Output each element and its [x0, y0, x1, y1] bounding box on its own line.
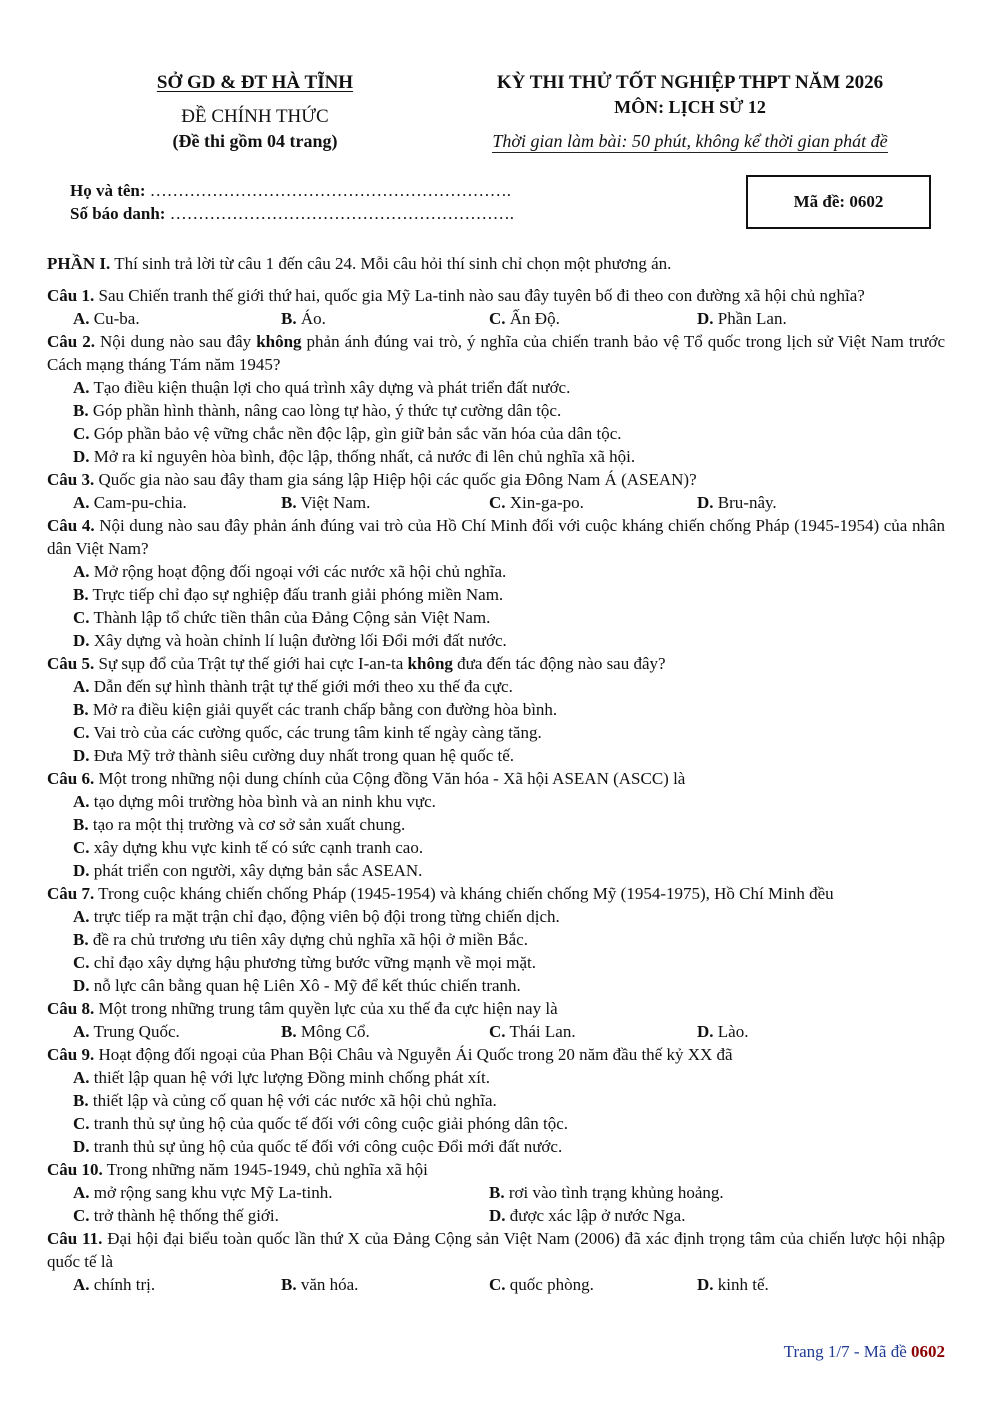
answer-option	[697, 1273, 905, 1296]
option-text: Cam-pu-chia.	[93, 493, 187, 512]
option-text: thiết lập quan hệ với lực lượng Đồng minh chống phát xít.	[93, 1068, 490, 1087]
option-text: Mở rộng hoạt động đối ngoại với các nước xã hội chủ nghĩa.	[93, 562, 507, 581]
question-number: Câu 3.	[47, 470, 95, 489]
question-stem	[47, 1158, 945, 1181]
option-label: C.	[489, 1275, 506, 1294]
question-number: Câu 11.	[47, 1229, 103, 1248]
option-label: A.	[73, 493, 90, 512]
option-text: tranh thủ sự ủng hộ của quốc tế đối với công cuộc giải phóng dân tộc.	[93, 1114, 569, 1133]
option-label: D.	[697, 493, 714, 512]
option-text: quốc phòng.	[509, 1275, 594, 1294]
question-list	[47, 284, 945, 1296]
option-text: Góp phần bảo vệ vững chắc nền độc lập, gìn giữ bản sắc văn hóa của dân tộc.	[93, 424, 622, 443]
option-label: D.	[73, 861, 90, 880]
option-label: D.	[697, 1022, 714, 1041]
options-row	[47, 1020, 945, 1043]
answer-option	[47, 445, 945, 468]
question-text: Quốc gia nào sau đây tham gia sáng lập Hiệp hội các quốc gia Đông Nam Á (ASEAN)?	[94, 470, 697, 489]
question-text: Một trong những trung tâm quyền lực của xu thế đa cực hiện nay là	[94, 999, 558, 1018]
answer-option	[47, 905, 945, 928]
question-text: Một trong những nội dung chính của Cộng đồng Văn hóa - Xã hội ASEAN (ASCC) là	[94, 769, 686, 788]
question-stem	[47, 468, 945, 491]
page-footer	[784, 1342, 945, 1362]
answer-option	[47, 583, 945, 606]
exam-code-box	[746, 175, 931, 229]
question-number: Câu 2.	[47, 332, 95, 351]
question-number: Câu 7.	[47, 884, 95, 903]
answer-option	[489, 1273, 697, 1296]
answer-option	[697, 307, 905, 330]
question-emphasis: không	[407, 654, 453, 673]
question-text: Sau Chiến tranh thế giới thứ hai, quốc gia Mỹ La-tinh nào sau đây tuyên bố đi theo con đường xã hội chủ nghĩa?	[94, 286, 865, 305]
answer-option	[47, 399, 945, 422]
option-text: Thái Lan.	[509, 1022, 576, 1041]
option-label: D.	[489, 1206, 506, 1225]
answer-option	[47, 928, 945, 951]
answer-option	[489, 1181, 905, 1204]
option-label: A.	[73, 677, 90, 696]
option-text: Vai trò của các cường quốc, các trung tâm kinh tế ngày càng tăng.	[93, 723, 542, 742]
answer-option	[697, 491, 905, 514]
option-text: văn hóa.	[300, 1275, 359, 1294]
option-label: B.	[281, 1022, 297, 1041]
option-text: kinh tế.	[717, 1275, 769, 1294]
question-stem	[47, 284, 945, 307]
options-row	[47, 1181, 945, 1204]
option-label: B.	[73, 815, 89, 834]
answer-option	[47, 698, 945, 721]
answer-option	[47, 744, 945, 767]
option-label: B.	[73, 930, 89, 949]
option-label: B.	[281, 493, 297, 512]
question-text: Sự sụp đổ của Trật tự thế giới hai cực I-an-ta	[94, 654, 408, 673]
option-text: Áo.	[300, 309, 326, 328]
question-text: phản ánh đúng vai trò, ý nghĩa của chiến tranh bảo vệ Tổ quốc trong lịch sử Việt Nam trước Cách mạng tháng Tám năm 1945?	[47, 332, 946, 374]
option-text: trở thành hệ thống thế giới.	[93, 1206, 279, 1225]
option-text: chính trị.	[93, 1275, 156, 1294]
option-text: Góp phần hình thành, nâng cao lòng tự hào, ý thức tự cường dân tộc.	[92, 401, 562, 420]
footer-page: Trang 1/7 - Mã đề	[783, 1342, 911, 1361]
option-text: Trung Quốc.	[93, 1022, 180, 1041]
answer-option	[489, 1204, 905, 1227]
time-note	[445, 131, 935, 152]
option-label: A.	[73, 1022, 90, 1041]
option-label: C.	[73, 838, 90, 857]
question-number: Câu 6.	[47, 769, 95, 788]
answer-option	[73, 1181, 489, 1204]
option-text: Trực tiếp chỉ đạo sự nghiệp đấu tranh giải phóng miền Nam.	[92, 585, 504, 604]
question-emphasis: không	[256, 332, 302, 351]
answer-option	[73, 1273, 281, 1296]
option-label: B.	[73, 585, 89, 604]
question-text: Đại hội đại biểu toàn quốc lần thứ X của Đảng Cộng sản Việt Nam (2006) đã xác định trọng tâm của chiến lược hội nhập quốc tế là	[47, 1229, 945, 1271]
option-label: D.	[73, 631, 90, 650]
option-label: B.	[73, 700, 89, 719]
option-label: C.	[73, 723, 90, 742]
answer-option	[47, 1135, 945, 1158]
exam-content	[47, 252, 945, 1296]
answer-option	[47, 376, 945, 399]
question-text: Nội dung nào sau đây	[94, 332, 257, 351]
option-label: A.	[73, 562, 90, 581]
option-label: A.	[73, 1068, 90, 1087]
question-stem	[47, 1227, 945, 1273]
pages-note: (Đề thi gồm 04 trang)	[172, 131, 338, 151]
question-text: đưa đến tác động nào sau đây?	[452, 654, 666, 673]
option-text: xây dựng khu vực kinh tế có sức cạnh tranh cao.	[93, 838, 424, 857]
answer-option	[489, 1020, 697, 1043]
option-text: Cu-ba.	[93, 309, 140, 328]
answer-option	[73, 1204, 489, 1227]
question-number: Câu 5.	[47, 654, 95, 673]
answer-option	[47, 813, 945, 836]
option-label: A.	[73, 378, 90, 397]
option-label: A.	[73, 1183, 90, 1202]
answer-option	[489, 491, 697, 514]
option-text: Tạo điều kiện thuận lợi cho quá trình xây dựng và phát triển đất nước.	[93, 378, 571, 397]
candidate-name-label: Họ và tên:	[70, 181, 146, 200]
answer-option	[73, 1020, 281, 1043]
option-text: Ấn Độ.	[509, 309, 560, 328]
option-label: C.	[73, 608, 90, 627]
option-label: D.	[73, 976, 90, 995]
option-label: C.	[73, 953, 90, 972]
option-label: B.	[73, 401, 89, 420]
time-note-text: Thời gian làm bài: 50 phút, không kể thời gian phát đề	[492, 131, 888, 151]
question-text: Nội dung nào sau đây phản ánh đúng vai trò của Hồ Chí Minh đối với cuộc kháng chiến chống Pháp (1945-1954) của nhân dân Việt Nam?	[47, 516, 945, 558]
option-label: C.	[73, 1114, 90, 1133]
option-text: Xin-ga-po.	[509, 493, 584, 512]
candidate-name-dots: ……………………………………………………….	[149, 181, 512, 200]
option-label: D.	[697, 309, 714, 328]
option-text: đề ra chủ trương ưu tiên xây dựng chủ nghĩa xã hội ở miền Bắc.	[92, 930, 528, 949]
option-text: Thành lập tổ chức tiền thân của Đảng Cộng sản Việt Nam.	[93, 608, 491, 627]
answer-option	[281, 307, 489, 330]
option-label: B.	[281, 1275, 297, 1294]
question-stem	[47, 882, 945, 905]
answer-option	[73, 491, 281, 514]
option-text: mở rộng sang khu vực Mỹ La-tinh.	[93, 1183, 333, 1202]
answer-option	[47, 859, 945, 882]
question-text: Trong cuộc kháng chiến chống Pháp (1945-1954) và kháng chiến chống Mỹ (1954-1975), Hồ Chí Minh đều	[94, 884, 834, 903]
question-stem	[47, 997, 945, 1020]
question-number: Câu 1.	[47, 286, 95, 305]
option-text: Đưa Mỹ trở thành siêu cường duy nhất trong quan hệ quốc tế.	[93, 746, 515, 765]
question-number: Câu 10.	[47, 1160, 103, 1179]
exam-subject: MÔN: LỊCH SỬ 12	[614, 97, 766, 117]
answer-option	[489, 307, 697, 330]
option-text: tạo ra một thị trường và cơ sở sản xuất chung.	[92, 815, 406, 834]
option-text: Mở ra kỉ nguyên hòa bình, độc lập, thống nhất, cả nước đi lên chủ nghĩa xã hội.	[93, 447, 636, 466]
option-text: Xây dựng và hoàn chỉnh lí luận đường lối Đổi mới đất nước.	[93, 631, 507, 650]
option-label: C.	[73, 424, 90, 443]
question-number: Câu 8.	[47, 999, 95, 1018]
option-text: Mông Cổ.	[300, 1022, 370, 1041]
question-stem	[47, 1043, 945, 1066]
option-text: Bru-nây.	[717, 493, 777, 512]
part-text: Thí sinh trả lời từ câu 1 đến câu 24. Mỗi câu hỏi thí sinh chỉ chọn một phương án.	[110, 254, 672, 273]
candidate-name-line	[70, 181, 511, 201]
option-label: D.	[73, 746, 90, 765]
answer-option	[47, 422, 945, 445]
exam-code: Mã đề: 0602	[793, 192, 884, 211]
options-row	[47, 491, 945, 514]
question-stem	[47, 514, 945, 560]
option-label: D.	[697, 1275, 714, 1294]
answer-option	[47, 675, 945, 698]
question-text: Hoạt động đối ngoại của Phan Bội Châu và Nguyễn Ái Quốc trong 20 năm đầu thế kỷ XX đã	[94, 1045, 733, 1064]
options-row	[47, 307, 945, 330]
answer-option	[47, 721, 945, 744]
options-row	[47, 1204, 945, 1227]
option-label: C.	[73, 1206, 90, 1225]
option-label: A.	[73, 309, 90, 328]
answer-option	[47, 629, 945, 652]
option-label: A.	[73, 792, 90, 811]
option-label: C.	[489, 493, 506, 512]
option-label: D.	[73, 1137, 90, 1156]
answer-option	[697, 1020, 905, 1043]
candidate-id-line	[70, 204, 514, 224]
answer-option	[47, 974, 945, 997]
question-stem	[47, 652, 945, 675]
option-label: B.	[489, 1183, 505, 1202]
option-text: chỉ đạo xây dựng hậu phương từng bước vững mạnh về mọi mặt.	[93, 953, 537, 972]
part-instruction	[47, 252, 945, 275]
answer-option	[281, 1020, 489, 1043]
option-label: D.	[73, 447, 90, 466]
answer-option	[47, 1112, 945, 1135]
question-stem	[47, 767, 945, 790]
department-name: SỞ GD & ĐT HÀ TĨNH	[156, 72, 354, 93]
option-text: Mở ra điều kiện giải quyết các tranh chấp bằng con đường hòa bình.	[92, 700, 558, 719]
candidate-id-dots: …………………………………………………….	[169, 204, 514, 223]
answer-option	[47, 951, 945, 974]
answer-option	[47, 1066, 945, 1089]
option-text: thiết lập và củng cố quan hệ với các nước xã hội chủ nghĩa.	[92, 1091, 497, 1110]
part-title: PHẦN I.	[47, 254, 111, 273]
options-row	[47, 1273, 945, 1296]
exam-title: KỲ THI THỬ TỐT NGHIỆP THPT NĂM 2026	[496, 72, 884, 93]
option-label: C.	[489, 309, 506, 328]
question-number: Câu 4.	[47, 516, 95, 535]
answer-option	[47, 1089, 945, 1112]
answer-option	[47, 836, 945, 859]
footer-code: 0602	[911, 1342, 945, 1361]
option-text: nỗ lực cân bằng quan hệ Liên Xô - Mỹ để kết thúc chiến tranh.	[93, 976, 521, 995]
option-text: rơi vào tình trạng khủng hoảng.	[508, 1183, 724, 1202]
question-number: Câu 9.	[47, 1045, 95, 1064]
option-label: C.	[489, 1022, 506, 1041]
answer-option	[281, 1273, 489, 1296]
option-text: tranh thủ sự ủng hộ của quốc tế đối với công cuộc Đổi mới đất nước.	[93, 1137, 563, 1156]
option-label: A.	[73, 907, 90, 926]
answer-option	[73, 307, 281, 330]
option-text: Dẫn đến sự hình thành trật tự thế giới mới theo xu thế đa cực.	[93, 677, 513, 696]
question-text: Trong những năm 1945-1949, chủ nghĩa xã hội	[102, 1160, 428, 1179]
answer-option	[47, 560, 945, 583]
option-text: Việt Nam.	[300, 493, 371, 512]
candidate-id-label: Số báo danh:	[70, 204, 166, 223]
option-text: phát triển con người, xây dựng bản sắc ASEAN.	[93, 861, 423, 880]
option-label: A.	[73, 1275, 90, 1294]
option-label: B.	[73, 1091, 89, 1110]
official-label: ĐỀ CHÍNH THỨC	[181, 106, 329, 127]
answer-option	[47, 606, 945, 629]
option-label: B.	[281, 309, 297, 328]
answer-option	[281, 491, 489, 514]
question-stem	[47, 330, 945, 376]
option-text: được xác lập ở nước Nga.	[509, 1206, 686, 1225]
answer-option	[47, 790, 945, 813]
option-text: trực tiếp ra mặt trận chỉ đạo, động viên bộ đội trong từng chiến dịch.	[93, 907, 560, 926]
option-text: tạo dựng môi trường hòa bình và an ninh khu vực.	[93, 792, 436, 811]
option-text: Lào.	[717, 1022, 749, 1041]
option-text: Phần Lan.	[717, 309, 787, 328]
